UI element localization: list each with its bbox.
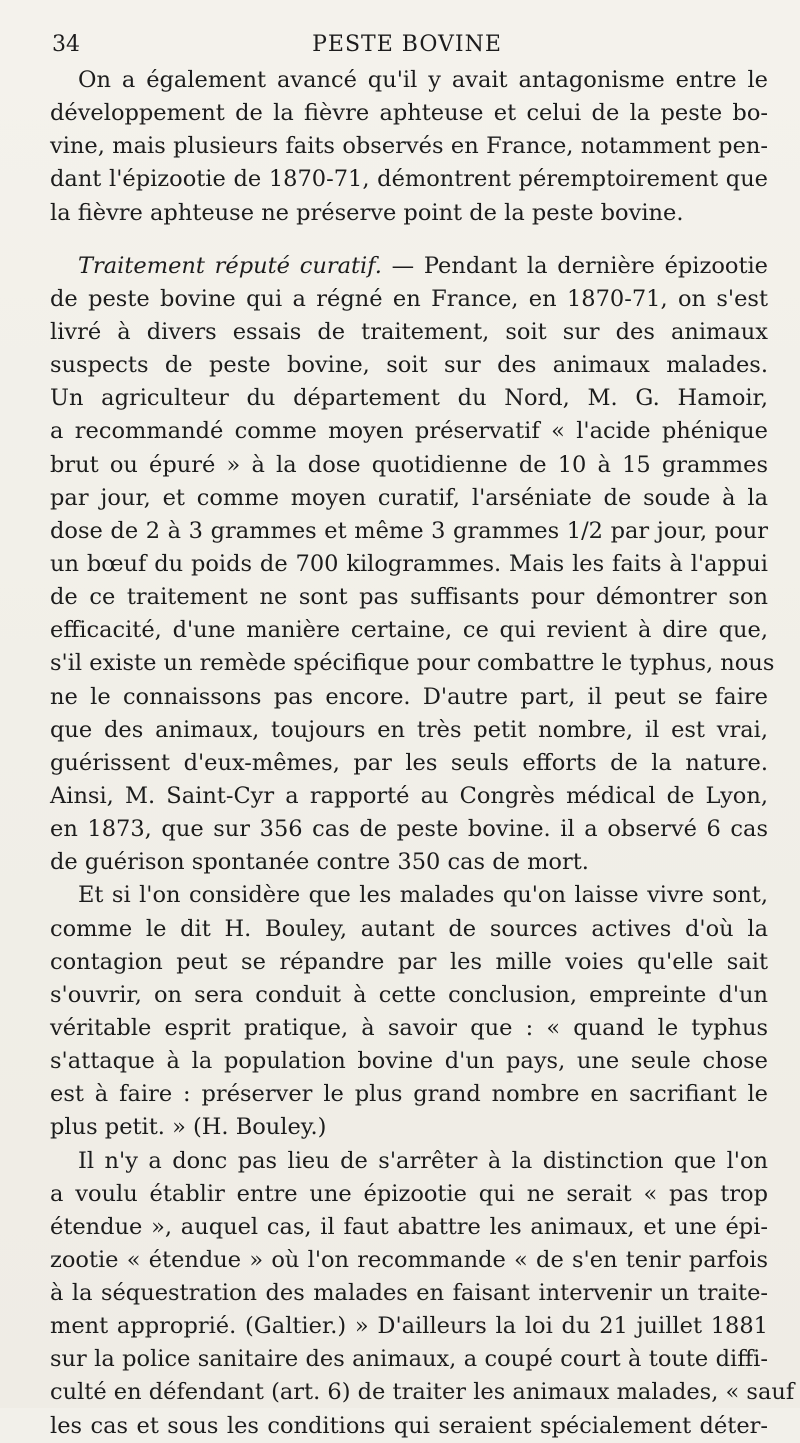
text-line: vine, mais plusieurs faits observés en France, notamment pen-: [50, 133, 768, 160]
text-line: culté en défendant (art. 6) de traiter les animaux malades, « sauf: [50, 1379, 795, 1406]
text-line: étendue », auquel cas, il faut abattre les animaux, et une épi-: [50, 1213, 768, 1240]
paragraph-gap: [50, 230, 768, 250]
text-line: un bœuf du poids de 700 kilogrammes. Mais les faits à l'appui: [50, 550, 768, 577]
paragraph-antagonisme: [50, 64, 768, 230]
text-line: zootie « étendue » où l'on recommande « de s'en tenir parfois: [50, 1246, 768, 1273]
text-line: de peste bovine qui a régné en France, en 1870-71, on s'est: [50, 285, 768, 312]
text-line: plus petit. » (H. Bouley.): [50, 1114, 327, 1141]
text-line: Un agriculteur du département du Nord, M. G. Hamoir,: [50, 385, 768, 412]
text-line: en 1873, que sur 356 cas de peste bovine. il a observé 6 cas: [50, 816, 768, 843]
text-line: les cas et sous les conditions qui seraient spécialement déter-: [50, 1412, 768, 1439]
text-line: On a également avancé qu'il y avait antagonisme entre le: [78, 67, 768, 93]
text-line: comme le dit H. Bouley, autant de sources actives d'où la: [50, 915, 768, 942]
text-line: Il n'y a donc pas lieu de s'arrêter à la distinction que l'on: [78, 1147, 768, 1174]
page-number: 34: [52, 32, 80, 57]
paragraph-bouley: [50, 879, 768, 1144]
text-line: s'ouvrir, on sera conduit à cette conclusion, empreinte d'un: [50, 981, 768, 1008]
text-line: contagion peut se répandre par les mille voies qu'elle sait: [50, 948, 768, 975]
text-line: Ainsi, M. Saint-Cyr a rapporté au Congrès médical de Lyon,: [50, 782, 768, 809]
text-line: développement de la fièvre aphteuse et celui de la peste bo-: [50, 100, 768, 127]
text-line: ment approprié. (Galtier.) » D'ailleurs la loi du 21 juillet 1881: [50, 1313, 768, 1340]
paragraph-distinction: [50, 1145, 795, 1443]
text-line: de ce traitement ne sont pas suffisants pour démontrer son: [50, 584, 768, 611]
text-line: a voulu établir entre une épizootie qui ne serait « pas trop: [50, 1180, 768, 1207]
text-line: dant l'épizootie de 1870-71, démontrent péremptoirement que: [50, 166, 768, 193]
text-line: livré à divers essais de traitement, soit sur des animaux: [50, 318, 768, 345]
section-heading: Traitement réputé curatif.: [78, 252, 382, 279]
text-line: à la séquestration des malades en faisant intervenir un traite-: [50, 1280, 768, 1307]
text-line: est à faire : préserver le plus grand nombre en sacrifiant le: [50, 1081, 768, 1108]
text-line: a recommandé comme moyen préservatif « l'acide phénique: [50, 418, 768, 445]
text-line: guérissent d'eux-mêmes, par les seuls efforts de la nature.: [50, 749, 768, 776]
text-line: ne le connaissons pas encore. D'autre part, il peut se faire: [50, 683, 768, 710]
text-line: dose de 2 à 3 grammes et même 3 grammes 1/2 par jour, pour: [50, 517, 768, 544]
body-text: [50, 64, 795, 1443]
text-line: [50, 250, 768, 283]
text-line: la fièvre aphteuse ne préserve point de la peste bovine.: [50, 199, 684, 226]
text-line: de guérison spontanée contre 350 cas de mort.: [50, 849, 589, 876]
page-header: [52, 28, 762, 62]
heading-line-rest: — Pendant la dernière épizootie: [381, 252, 768, 279]
text-line: brut ou épuré » à la dose quotidienne de 10 à 15 grammes: [50, 451, 768, 478]
text-line: sur la police sanitaire des animaux, a coupé court à toute diffi-: [50, 1346, 768, 1373]
text-line: s'il existe un remède spécifique pour combattre le typhus, nous: [50, 650, 775, 677]
text-line: Et si l'on considère que les malades qu'on laisse vivre sont,: [78, 882, 768, 909]
text-line: s'attaque à la population bovine d'un pays, une seule chose: [50, 1048, 768, 1075]
paragraph-traitement: [50, 250, 775, 880]
running-title: PESTE BOVINE: [312, 32, 502, 57]
text-line: véritable esprit pratique, à savoir que : « quand le typhus: [50, 1014, 768, 1041]
text-line: que des animaux, toujours en très petit nombre, il est vrai,: [50, 716, 768, 743]
text-line: par jour, et comme moyen curatif, l'arséniate de soude à la: [50, 484, 768, 511]
text-line: efficacité, d'une manière certaine, ce qui revient à dire que,: [50, 617, 768, 644]
text-line: suspects de peste bovine, soit sur des animaux malades.: [50, 352, 768, 379]
